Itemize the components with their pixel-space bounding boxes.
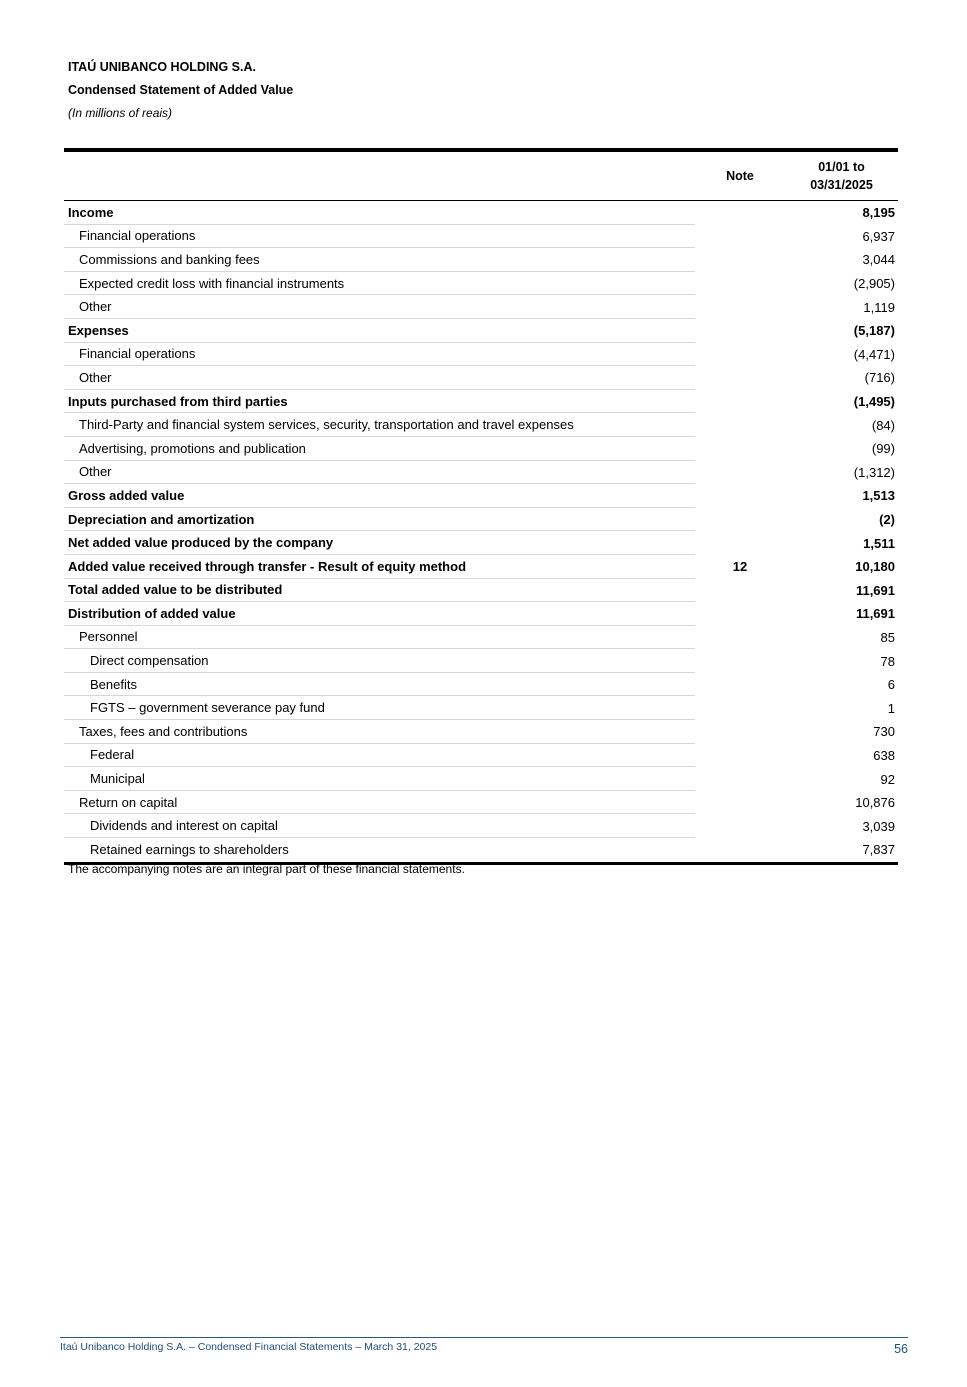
row-label: Distribution of added value bbox=[64, 602, 695, 626]
table-row bbox=[64, 531, 898, 555]
row-label: Advertising, promotions and publication bbox=[64, 437, 695, 461]
row-label: FGTS – government severance pay fund bbox=[64, 696, 695, 720]
row-label: Commissions and banking fees bbox=[64, 248, 695, 272]
row-value: (99) bbox=[871, 441, 895, 457]
row-value: (5,187) bbox=[853, 323, 895, 339]
row-label: Other bbox=[64, 461, 695, 485]
row-note bbox=[695, 838, 785, 862]
row-label: Federal bbox=[64, 744, 695, 768]
table-header bbox=[64, 152, 898, 201]
row-note bbox=[695, 508, 785, 532]
row-label: Financial operations bbox=[64, 225, 695, 249]
row-note bbox=[695, 201, 785, 225]
row-value: 730 bbox=[873, 724, 895, 740]
footnote: The accompanying notes are an integral part of these financial statements. bbox=[68, 862, 465, 876]
page-number: 56 bbox=[894, 1342, 908, 1356]
row-value: 78 bbox=[880, 653, 895, 669]
table-row bbox=[64, 413, 898, 437]
row-label: Direct compensation bbox=[64, 649, 695, 673]
table-row bbox=[64, 390, 898, 414]
table-row bbox=[64, 366, 898, 390]
row-value: (2) bbox=[879, 512, 895, 528]
table-row bbox=[64, 579, 898, 603]
company-name: ITAÚ UNIBANCO HOLDING S.A. bbox=[68, 60, 256, 74]
statement-title: Condensed Statement of Added Value bbox=[68, 83, 294, 97]
row-label: Return on capital bbox=[64, 791, 695, 815]
table-row bbox=[64, 272, 898, 296]
table-row bbox=[64, 791, 898, 815]
row-label: Other bbox=[64, 295, 695, 319]
row-value: (4,471) bbox=[853, 346, 895, 362]
table-row bbox=[64, 484, 898, 508]
table-row bbox=[64, 602, 898, 626]
row-value: 1,511 bbox=[863, 535, 895, 551]
header-label-cell bbox=[64, 152, 695, 200]
header-period bbox=[785, 152, 898, 200]
table-row bbox=[64, 814, 898, 838]
table-row bbox=[64, 508, 898, 532]
row-label: Total added value to be distributed bbox=[64, 579, 695, 603]
row-value: 10,180 bbox=[855, 559, 895, 575]
row-note bbox=[695, 225, 785, 249]
row-note bbox=[695, 343, 785, 367]
row-note bbox=[695, 767, 785, 791]
row-label: Income bbox=[64, 201, 695, 225]
row-note bbox=[695, 390, 785, 414]
table-row bbox=[64, 696, 898, 720]
row-label: Benefits bbox=[64, 673, 695, 697]
row-value: (84) bbox=[871, 417, 895, 433]
row-value: 7,837 bbox=[862, 842, 895, 858]
row-note bbox=[695, 366, 785, 390]
table-row bbox=[64, 626, 898, 650]
row-label: Third-Party and financial system services, security, transportation and travel expenses bbox=[64, 413, 695, 437]
row-label: Retained earnings to shareholders bbox=[90, 842, 289, 858]
row-label: Depreciation and amortization bbox=[64, 508, 695, 532]
row-note bbox=[695, 720, 785, 744]
table-row bbox=[64, 838, 898, 862]
row-value: 3,039 bbox=[862, 818, 895, 834]
row-label: Gross added value bbox=[64, 484, 695, 508]
row-value: 6,937 bbox=[862, 228, 895, 244]
header-note: Note bbox=[726, 169, 754, 183]
row-note bbox=[695, 319, 785, 343]
header-period-line1: 01/01 to bbox=[818, 160, 865, 174]
row-note bbox=[695, 602, 785, 626]
table-row bbox=[64, 248, 898, 272]
row-label: Dividends and interest on capital bbox=[64, 814, 695, 838]
row-value: (1,495) bbox=[853, 394, 895, 410]
table-row bbox=[64, 720, 898, 744]
row-value: 1,513 bbox=[862, 488, 895, 504]
table-row bbox=[64, 744, 898, 768]
header-period-line2: 03/31/2025 bbox=[810, 178, 873, 192]
table-row bbox=[64, 437, 898, 461]
row-label: Other bbox=[64, 366, 695, 390]
row-note bbox=[695, 626, 785, 650]
row-note bbox=[695, 649, 785, 673]
row-value: 85 bbox=[880, 629, 895, 645]
row-value: 10,876 bbox=[855, 795, 895, 811]
row-value: 11,691 bbox=[855, 582, 895, 598]
table-row bbox=[64, 649, 898, 673]
row-label: Added value received through transfer - Result of equity method bbox=[64, 555, 695, 579]
row-label: Personnel bbox=[64, 626, 695, 650]
row-note bbox=[695, 696, 785, 720]
row-value: 3,044 bbox=[862, 252, 895, 268]
row-value: (2,905) bbox=[853, 276, 895, 292]
table-row bbox=[64, 295, 898, 319]
table-row bbox=[64, 201, 898, 225]
row-note bbox=[695, 484, 785, 508]
table-body bbox=[64, 201, 898, 862]
table-row bbox=[64, 319, 898, 343]
row-label: Expenses bbox=[64, 319, 695, 343]
row-label: Inputs purchased from third parties bbox=[64, 390, 695, 414]
row-value: 6 bbox=[887, 677, 895, 693]
statement-table bbox=[64, 148, 898, 865]
table-row bbox=[64, 461, 898, 485]
table-row bbox=[64, 673, 898, 697]
row-value: 638 bbox=[873, 747, 895, 763]
row-label: Municipal bbox=[64, 767, 695, 791]
table-row bbox=[64, 225, 898, 249]
row-label: Net added value produced by the company bbox=[64, 531, 695, 555]
row-note bbox=[695, 437, 785, 461]
footer-text: Itaú Unibanco Holding S.A. – Condensed Financial Statements – March 31, 2025 bbox=[60, 1341, 438, 1353]
row-note: 12 bbox=[732, 559, 748, 575]
row-note bbox=[695, 744, 785, 768]
row-note bbox=[695, 248, 785, 272]
table-row bbox=[64, 343, 898, 367]
row-value: (1,312) bbox=[853, 464, 895, 480]
row-note bbox=[695, 295, 785, 319]
table-row bbox=[64, 555, 898, 579]
row-note bbox=[695, 673, 785, 697]
row-note bbox=[695, 814, 785, 838]
row-note bbox=[695, 531, 785, 555]
row-value: 92 bbox=[880, 771, 895, 787]
row-note bbox=[695, 791, 785, 815]
row-note bbox=[695, 579, 785, 603]
row-value: 8,195 bbox=[862, 205, 895, 221]
row-note bbox=[695, 461, 785, 485]
row-value: 1,119 bbox=[863, 299, 895, 315]
row-note bbox=[695, 413, 785, 437]
page-footer bbox=[60, 1337, 908, 1356]
row-note bbox=[695, 272, 785, 296]
row-value: (716) bbox=[864, 370, 895, 386]
units-subtitle: (In millions of reais) bbox=[68, 106, 173, 120]
row-value: 1 bbox=[887, 700, 895, 716]
row-label: Expected credit loss with financial instruments bbox=[64, 272, 695, 296]
row-label: Taxes, fees and contributions bbox=[64, 720, 695, 744]
row-value: 11,691 bbox=[855, 606, 895, 622]
table-row bbox=[64, 767, 898, 791]
row-label: Financial operations bbox=[64, 343, 695, 367]
